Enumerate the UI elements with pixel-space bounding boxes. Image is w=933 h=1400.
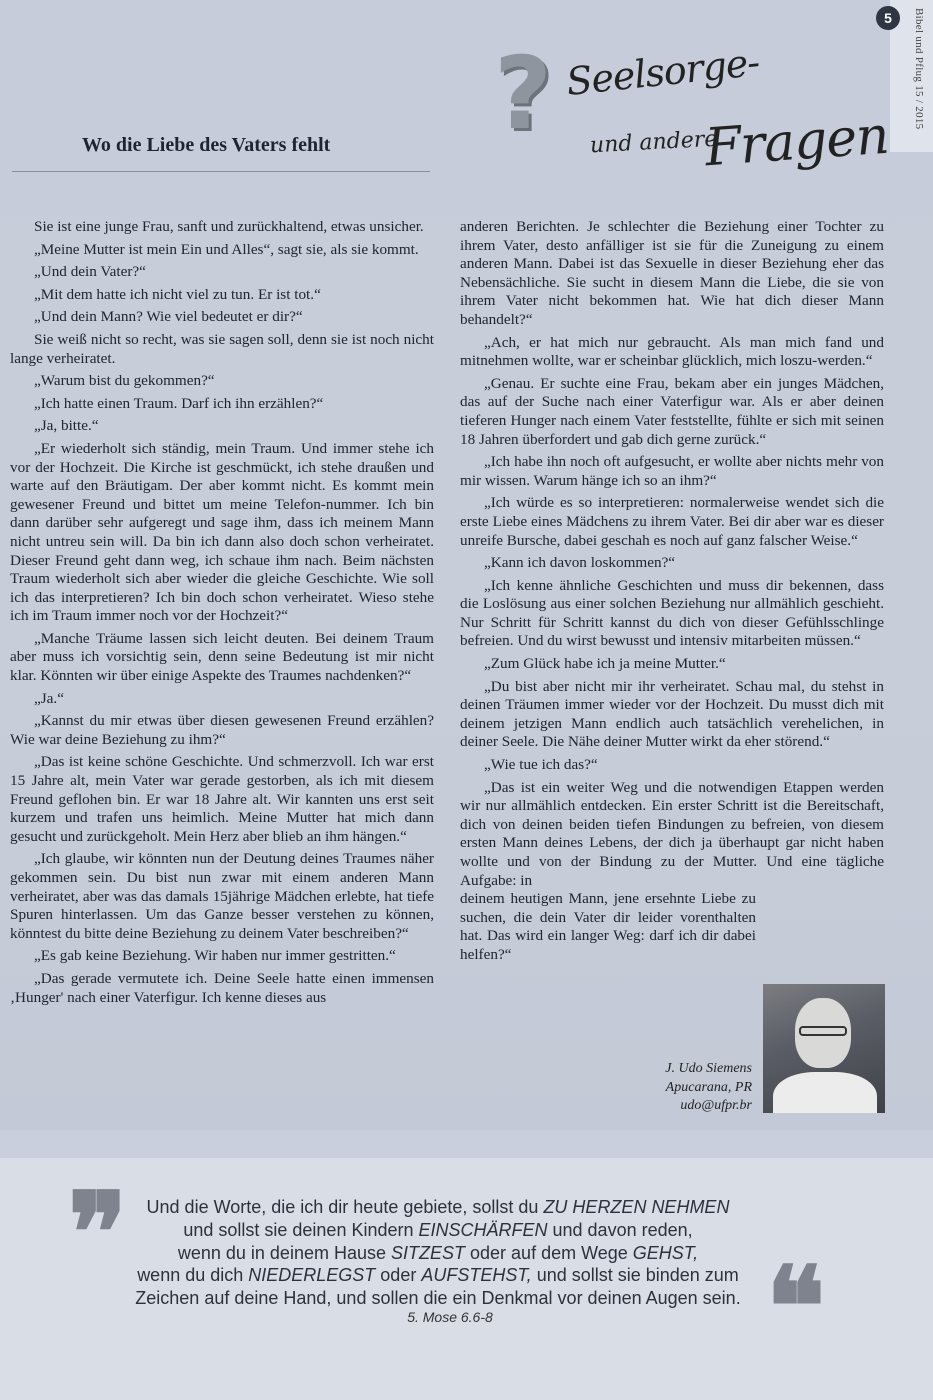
verse-line: und sollst sie deinen Kindern EINSCHÄRFEN und davon reden, bbox=[183, 1219, 693, 1240]
paragraph-continued: deinem heutigen Mann, jene ersehnte Liebe zu suchen, die dein Vater dir leider vorenthalten hat. Das wird ein langer Weg: darf ich dir dabei helfen?“ bbox=[460, 890, 756, 963]
closing-quote-mark: ❝ bbox=[766, 1242, 826, 1371]
verse-line: wenn du dich NIEDERLEGST oder AUFSTEHST, und sollst sie binden zum bbox=[137, 1265, 739, 1286]
paragraph: „Kannst du mir etwas über diesen gewesenen Freund erzählen? Wie war deine Beziehung zu ihm?“ bbox=[10, 712, 434, 748]
paragraph: „Du bist aber nicht mir ihr verheiratet. Schau mal, du stehst in deinen Träumen immer wieder vor der Hochzeit. Du musst dich mit deinem jetzigen Mann endlich auch tatsächlich verehelichen, in deiner Seele. Die Nähe deiner Mutter wirkt da eher störend.“ bbox=[460, 677, 884, 751]
verse-line: wenn du in deinem Hause SITZEST oder auf dem Wege GEHST, bbox=[177, 1242, 699, 1263]
paragraph: „Wie tue ich das?“ bbox=[484, 756, 598, 774]
logo-seelsorge: Seelsorge- bbox=[564, 40, 762, 104]
paragraph: „Ja, bitte.“ bbox=[34, 417, 99, 435]
paragraph: Sie weiß nicht so recht, was sie sagen soll, denn sie ist noch nicht lange verheiratet. bbox=[10, 330, 434, 367]
paragraph: „Manche Träume lassen sich leicht deuten. Bei deinem Traum aber muss ich vorsichtig sein, denn seine Bedeutung ist mir nicht klar. Könnten wir über einige Aspekte des Traumes nachdenken?“ bbox=[10, 629, 434, 685]
paragraph: „Ja.“ bbox=[34, 689, 64, 707]
paragraph: anderen Berichten. Je schlechter die Beziehung einer Tochter zu ihrem Vater, desto anfälliger ist sie für die Zuneigung zu einem anderen Mann. Dabei ist das Sexuelle in dieser Beziehung eher das Nebensächliche. Sie sucht in diesem Mann die Liebe, die sie von ihrem Vater nicht bekommen hat. Wie hat dich dieser Mann behandelt?“ bbox=[460, 218, 884, 328]
paragraph: „Mit dem hatte ich nicht viel zu tun. Er ist tot.“ bbox=[34, 285, 321, 303]
page-number: 5 bbox=[876, 6, 900, 30]
author-photo bbox=[763, 984, 885, 1113]
right-column bbox=[460, 218, 884, 969]
verse-line: Zeichen auf deine Hand, und sollen die ein Denkmal vor deinen Augen sein. bbox=[135, 1288, 741, 1309]
paragraph: „Und dein Vater?“ bbox=[34, 263, 146, 281]
paragraph: „Ach, er hat mich nur gebraucht. Als man mich fand und mitnehmen wollte, war er scheinbar glücklich, mich loszu-werden.“ bbox=[460, 333, 884, 370]
paragraph: „Es gab keine Beziehung. Wir haben nur immer gestritten.“ bbox=[34, 947, 396, 965]
author-email: udo@ufpr.br bbox=[680, 1098, 752, 1113]
paragraph: „Genau. Er suchte eine Frau, bekam aber ein junges Mädchen, das auf der Suche nach einer Vaterfigur war. Als er aber deinen tieferen Hunger nach einem Vater feststellte, fühlte er sich mit seinen 18 Jahren überfordert und gab dich gerne zurück.“ bbox=[460, 374, 884, 448]
paragraph: „Das gerade vermutete ich. Deine Seele hatte einen immensen ‚Hunger' nach einer Vaterfigur. Ich kenne dieses aus bbox=[10, 969, 434, 1006]
author-name: J. Udo Siemens bbox=[665, 1061, 752, 1076]
article-title: Wo die Liebe des Vaters fehlt bbox=[82, 134, 331, 156]
paragraph: „Ich habe ihn noch oft aufgesucht, er wollte aber nichts mehr von mir wissen. Warum hänge ich so an ihm?“ bbox=[460, 453, 884, 489]
paragraph: „Ich kenne ähnliche Geschichten und muss dir bekennen, dass die Loslösung aus einer solchen Beziehung nur allmählich geschieht. Nur Schritt für Schritt kannst du dich von dieser Gefühlsschlinge befreien. Und du wirst bewusst und intensiv mitarbeiten müssen.“ bbox=[460, 576, 884, 650]
paragraph: „Warum bist du gekommen?“ bbox=[34, 372, 215, 390]
paragraph: Sie ist eine junge Frau, sanft und zurückhaltend, etwas unsicher. bbox=[34, 218, 424, 235]
paragraph: „Das ist keine schöne Geschichte. Und schmerzvoll. Ich war erst 15 Jahre alt, mein Vater war gerade gestorben, als ich mit diesem Freund geflohen bin. Er war 18 Jahre alt. Wir kannten uns erst seit kurzem und trafen uns heimlich. Meine Mutter hat mich dann gesucht und zurückgeholt. Mein Herz aber blieb an ihm hängen.“ bbox=[10, 753, 434, 845]
verse-line: Und die Worte, die ich dir heute gebiete, sollst du ZU HERZEN NEHMEN bbox=[146, 1197, 730, 1217]
journal-name: Bibel und Pflug 15 / 2015 bbox=[913, 8, 925, 130]
opening-quote-mark: ❞ bbox=[68, 1168, 128, 1297]
title-rule bbox=[12, 171, 430, 172]
paragraph: „Meine Mutter ist mein Ein und Alles“, sagt sie, als sie kommt. bbox=[34, 240, 419, 258]
logo-fragen: Fragen bbox=[703, 105, 891, 179]
author-signature bbox=[600, 1060, 752, 1116]
bible-verse bbox=[108, 1196, 768, 1310]
author-place: Apucarana, PR bbox=[665, 1079, 752, 1095]
paragraph: „Ich würde es so interpretieren: normalerweise wendet sich die erste Liebe eines Mädchens zu ihrem Vater. Bei dir aber war es dieser unreife Bursche, dabei geschah es noch auf ganz falscher Weise.“ bbox=[460, 494, 884, 549]
paragraph: „Kann ich davon loskommen?“ bbox=[484, 554, 676, 572]
paragraph: „Ich glaube, wir könnten nun der Deutung deines Traumes näher gekommen sein. Du bist nun zwar mit einem anderen Mann verheiratet, aber was das damals 15jährige Mädchen erlebte, hat tiefe Spuren hinterlassen. Um das Ganze besser verstehen zu können, könntest du bitte deine Beziehung zu deinem Vater beschreiben?“ bbox=[10, 850, 434, 942]
paragraph: „Zum Glück habe ich ja meine Mutter.“ bbox=[484, 655, 726, 673]
paragraph: „Und dein Mann? Wie viel bedeutet er dir?“ bbox=[34, 308, 303, 326]
paragraph: „Er wiederholt sich ständig, mein Traum. Und immer stehe ich vor der Hochzeit. Die Kirche ist geschmückt, ich stehe draußen und warte auf den Bräutigam. Der aber kommt nicht. Es kommt mein gewesener Freund und bittet um meine Telefon-nummer. Ich bin dann darüber sehr aufgeregt und sage ihm, dass ich meinem Mann nicht untreu sein will. Da bin ich dann also doch schon verheiratet. Dieser Freund geht dann weg, ich schaue ihm nach. Beim nächsten Traum wiederholt sich aber wieder die gleiche Geschichte. Wie soll ich das interpretieren? Ich bin doch schon verheiratet. Wieso stehe ich im Traum immer noch vor der Hochzeit?“ bbox=[10, 439, 434, 625]
logo-und-andere: und andere bbox=[589, 126, 718, 159]
paragraph: „Ich hatte einen Traum. Darf ich ihn erzählen?“ bbox=[34, 394, 324, 412]
left-column bbox=[10, 218, 434, 1011]
question-mark-logo: ? bbox=[494, 35, 553, 152]
paragraph: „Das ist ein weiter Weg und die notwendigen Etappen werden wir nur allmählich entdecken. Ein erster Schritt ist die Bereitschaft, dich von deinen beiden tiefen Bindungen zu befreien, von diesem ersten Mann deines Lebens, der dich ja überhaupt gar nicht haben wollte und von der Bindung zu der Mutter. Und eine tägliche Aufgabe: in bbox=[460, 778, 884, 889]
verse-reference: 5. Mose 6.6-8 bbox=[407, 1309, 493, 1325]
